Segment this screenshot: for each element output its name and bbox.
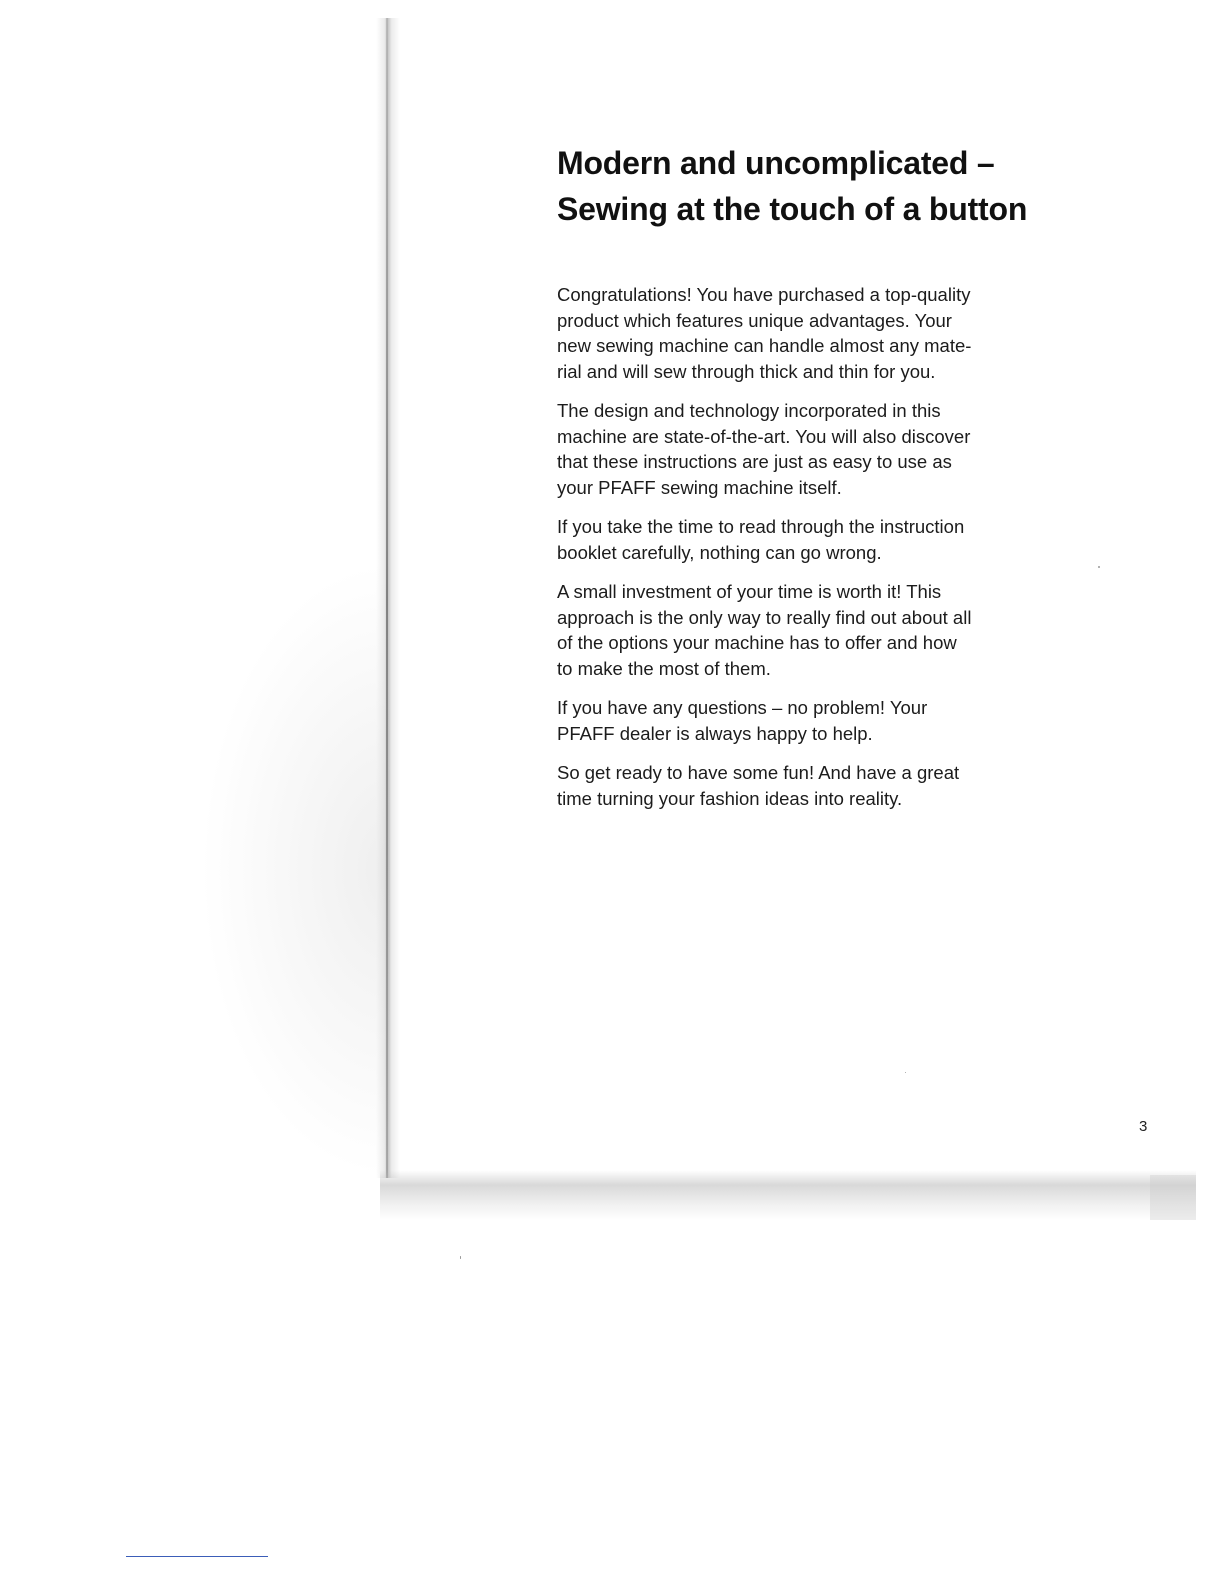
- text-line: booklet carefully, nothing can go wrong.: [557, 541, 882, 563]
- binding-shadow: [376, 18, 400, 1178]
- text-line: to make the most of them.: [557, 657, 771, 679]
- text-line: approach is the only way to really find out about all: [557, 606, 972, 628]
- text-line: your PFAFF sewing machine itself.: [557, 476, 842, 498]
- paragraph-questions: [557, 695, 1077, 746]
- footer-rule: [126, 1556, 268, 1557]
- page-number: 3: [1139, 1118, 1148, 1135]
- scan-shadow: [200, 560, 390, 1180]
- text-line: product which features unique advantages. Your: [557, 309, 952, 331]
- paragraph-read-booklet: [557, 514, 1077, 565]
- title-line-1: Modern and uncomplicated –: [557, 145, 995, 181]
- page-corner-shadow: [1150, 1175, 1196, 1220]
- text-line: of the options your machine has to offer and how: [557, 632, 957, 653]
- text-line: If you take the time to read through the instruction: [557, 516, 965, 537]
- text-line: So get ready to have some fun! And have a great: [557, 762, 960, 783]
- paragraph-investment: [557, 579, 1077, 681]
- page-title: [557, 140, 1077, 232]
- paragraph-congratulations: [557, 282, 1077, 384]
- page-content: [557, 140, 1077, 825]
- scan-speck: [1098, 566, 1100, 568]
- text-line: machine are state-of-the-art. You will also discover: [557, 425, 971, 447]
- body-text: [557, 282, 1077, 811]
- paragraph-design: [557, 398, 1077, 500]
- scan-speck: [460, 1256, 461, 1259]
- binding-line: [386, 18, 388, 1178]
- text-line: rial and will sew through thick and thin for you.: [557, 360, 936, 382]
- text-line: that these instructions are just as easy to use as: [557, 451, 952, 472]
- text-line: If you have any questions – no problem! Your: [557, 697, 928, 718]
- text-line: time turning your fashion ideas into reality.: [557, 787, 903, 809]
- text-line: A small investment of your time is worth it! This: [557, 581, 942, 602]
- page-bottom-edge: [380, 1170, 1196, 1220]
- title-line-2: Sewing at the touch of a button: [557, 191, 1028, 227]
- text-line: PFAFF dealer is always happy to help.: [557, 722, 873, 744]
- text-line: Congratulations! You have purchased a top-quality: [557, 284, 971, 305]
- paragraph-have-fun: [557, 760, 1077, 811]
- text-line: new sewing machine can handle almost any mate-: [557, 335, 972, 356]
- scan-speck: [905, 1072, 906, 1073]
- text-line: The design and technology incorporated in this: [557, 400, 941, 421]
